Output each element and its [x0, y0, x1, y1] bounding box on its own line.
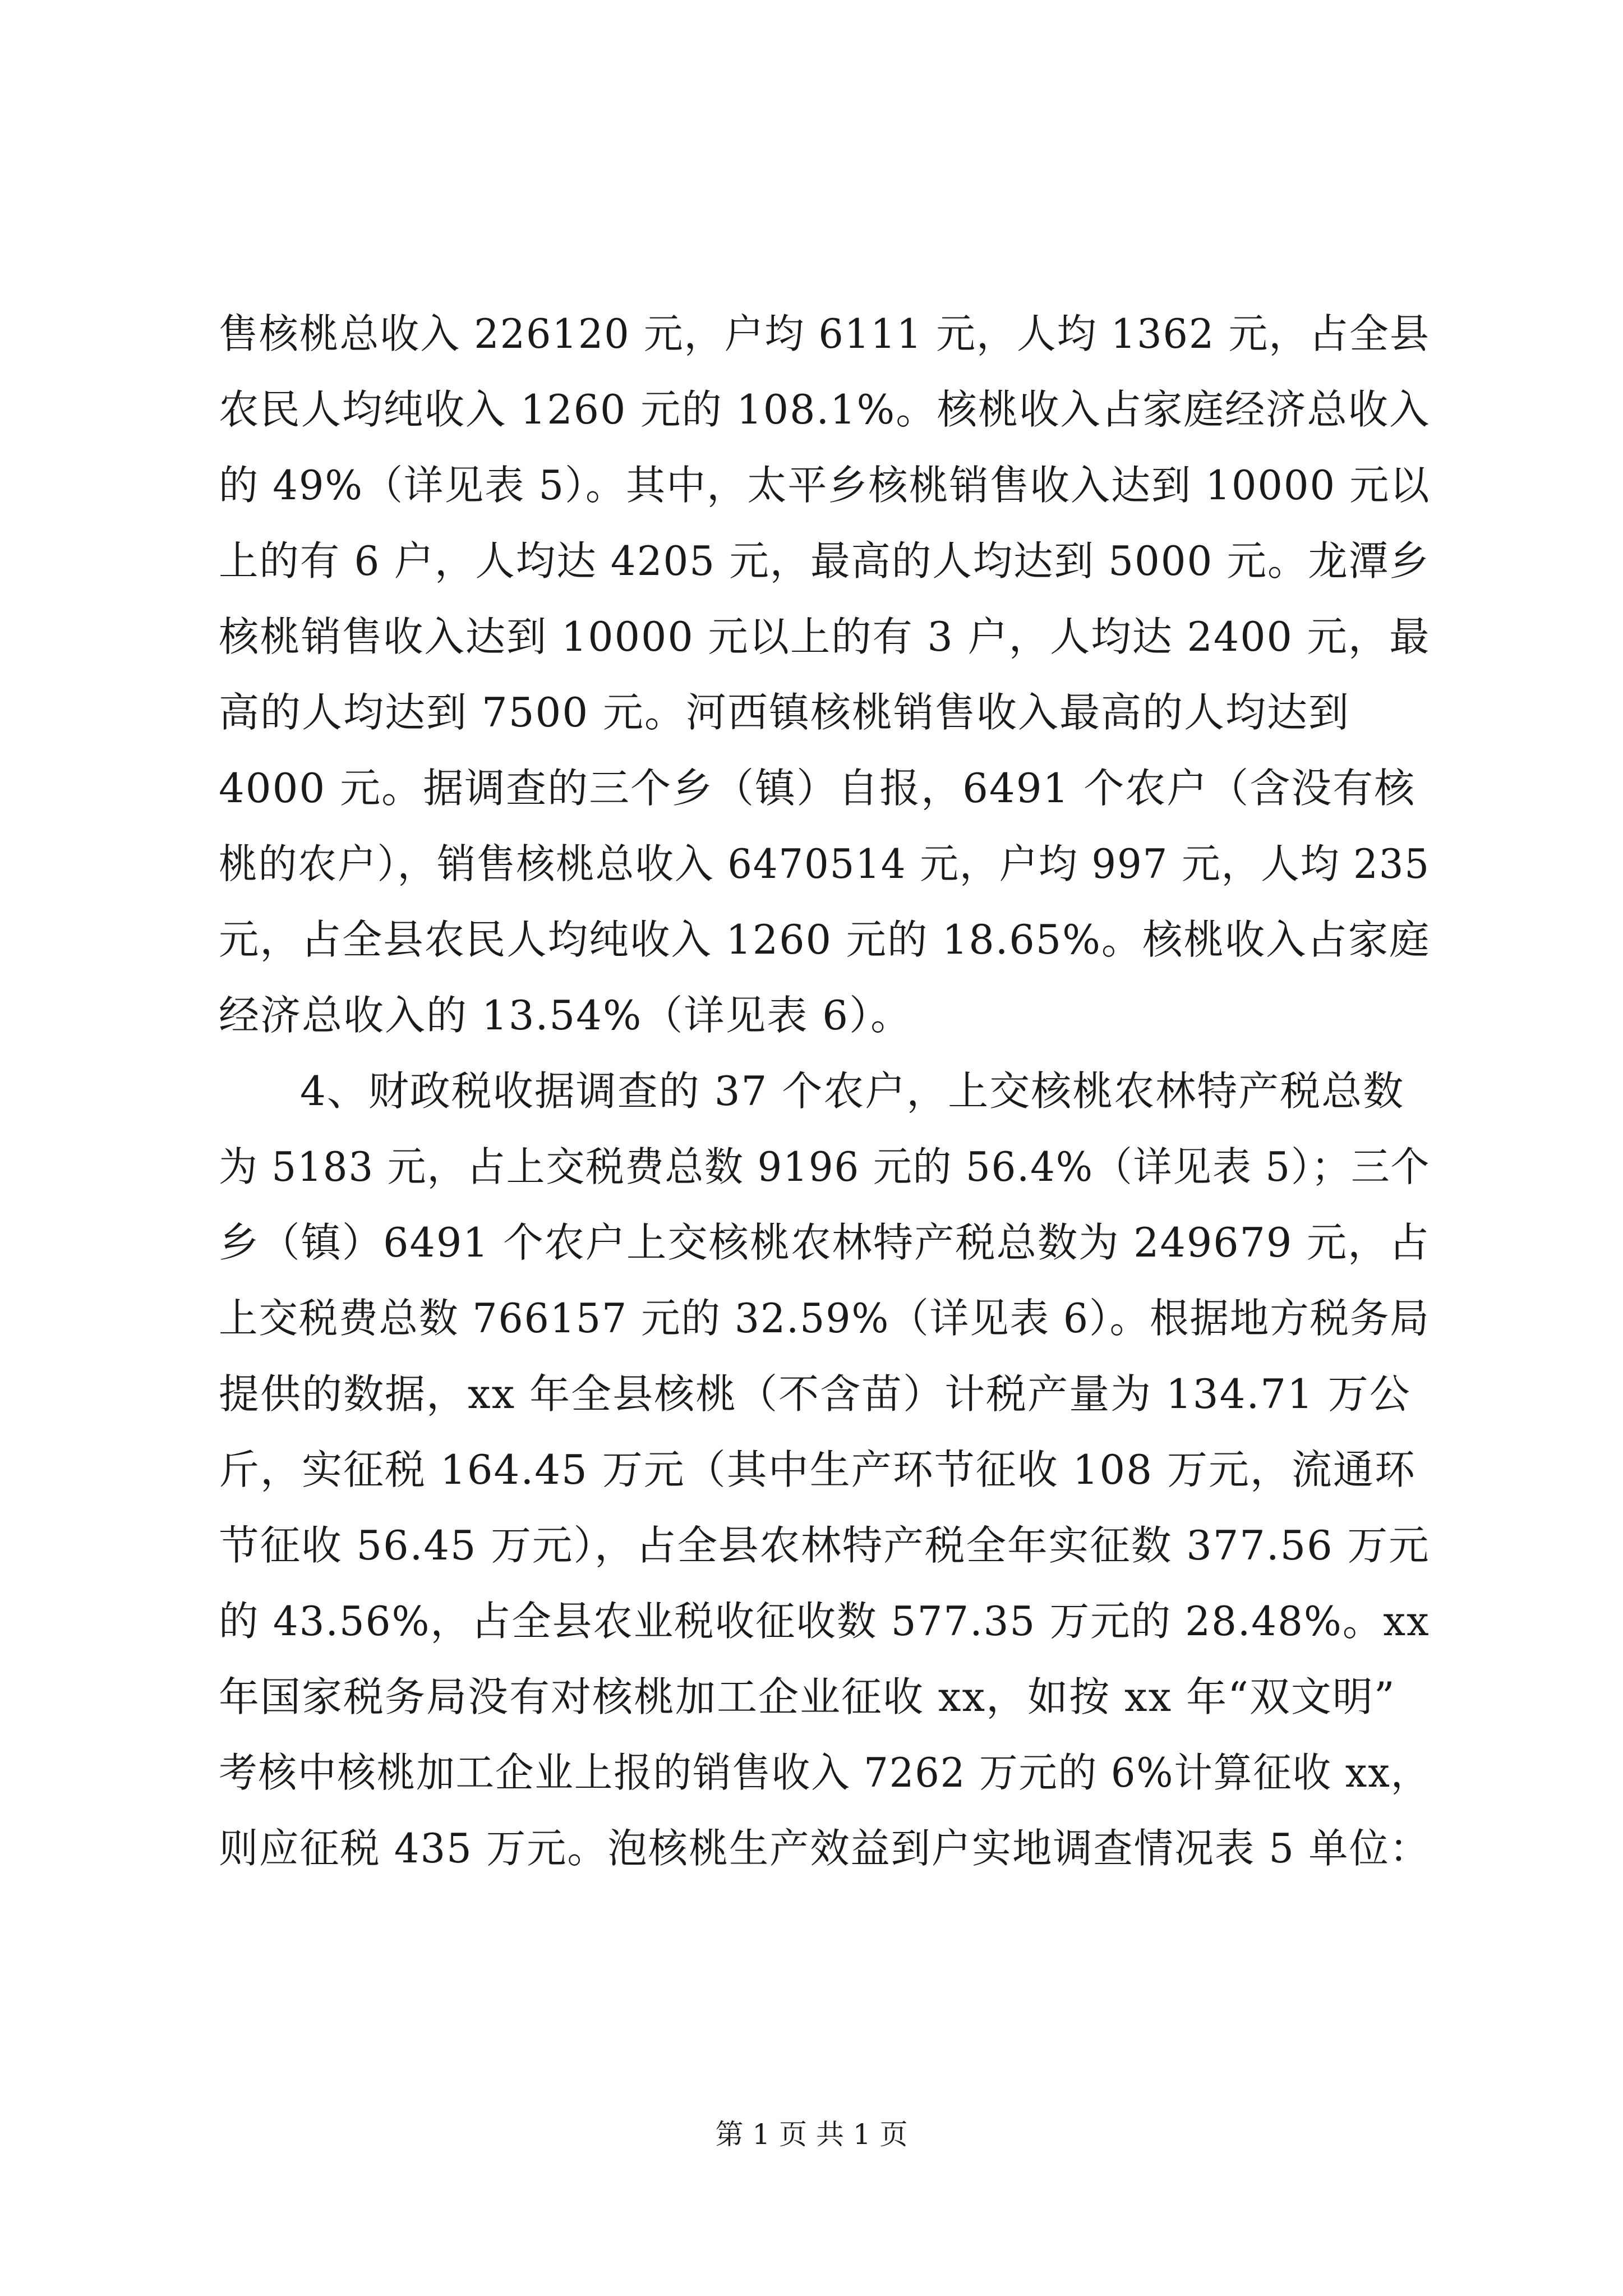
text-line: 则应征税 435 万元。泡核桃生产效益到户实地调查情况表 5 单位： [219, 1825, 1430, 1872]
text-line: 售核桃总收入 226120 元，户均 6111 元，人均 1362 元，占全县 [219, 310, 1430, 357]
text-line: 上的有 6 户，人均达 4205 元，最高的人均达到 5000 元。龙潭乡 [219, 537, 1430, 585]
text-line: 核桃销售收入达到 10000 元以上的有 3 户，人均达 2400 元，最 [219, 613, 1431, 660]
text-line: 农民人均纯收入 1260 元的 108.1%。核桃收入占家庭经济总收入 [219, 386, 1431, 433]
text-line: 的 49%（详见表 5）。其中，太平乡核桃销售收入达到 10000 元以 [219, 462, 1431, 509]
text-line: 考核中核桃加工企业上报的销售收入 7262 万元的 6%计算征收 xx， [219, 1749, 1431, 1796]
text-line: 节征收 56.45 万元），占全县农林特产税全年实征数 377.56 万元 [219, 1522, 1430, 1569]
text-line: 年国家税务局没有对核桃加工企业征收 xx，如按 xx 年“双文明” [219, 1673, 1396, 1720]
text-line: 乡（镇）6491 个农户上交核桃农林特产税总数为 249679 元，占 [219, 1219, 1430, 1266]
text-line: 高的人均达到 7500 元。河西镇核桃销售收入最高的人均达到 [219, 689, 1350, 736]
text-line: 元，占全县农民人均纯收入 1260 元的 18.65%。核桃收入占家庭 [219, 916, 1431, 963]
text-line: 为 5183 元，占上交税费总数 9196 元的 56.4%（详见表 5）；三个 [219, 1143, 1431, 1190]
text-line: 提供的数据，xx 年全县核桃（不含苗）计税产量为 134.71 万公 [219, 1370, 1411, 1418]
page-footer: 第 1 页 共 1 页 [715, 2118, 908, 2151]
text-line: 4000 元。据调查的三个乡（镇）自报，6491 个农户（含没有核 [219, 765, 1416, 812]
paragraph-first-line: 4、财政税收据调查的 37 个农户，上交核桃农林特产税总数 [300, 1068, 1405, 1115]
text-line: 桃的农户），销售核桃总收入 6470514 元，户均 997 元，人均 235 [219, 840, 1430, 887]
text-line: 经济总收入的 13.54%（详见表 6）。 [219, 992, 912, 1039]
text-line: 上交税费总数 766157 元的 32.59%（详见表 6）。根据地方税务局 [219, 1295, 1430, 1342]
text-line: 斤，实征税 164.45 万元（其中生产环节征收 108 万元，流通环 [219, 1446, 1416, 1493]
text-line: 的 43.56%，占全县农业税收征收数 577.35 万元的 28.48%。xx [219, 1598, 1430, 1645]
